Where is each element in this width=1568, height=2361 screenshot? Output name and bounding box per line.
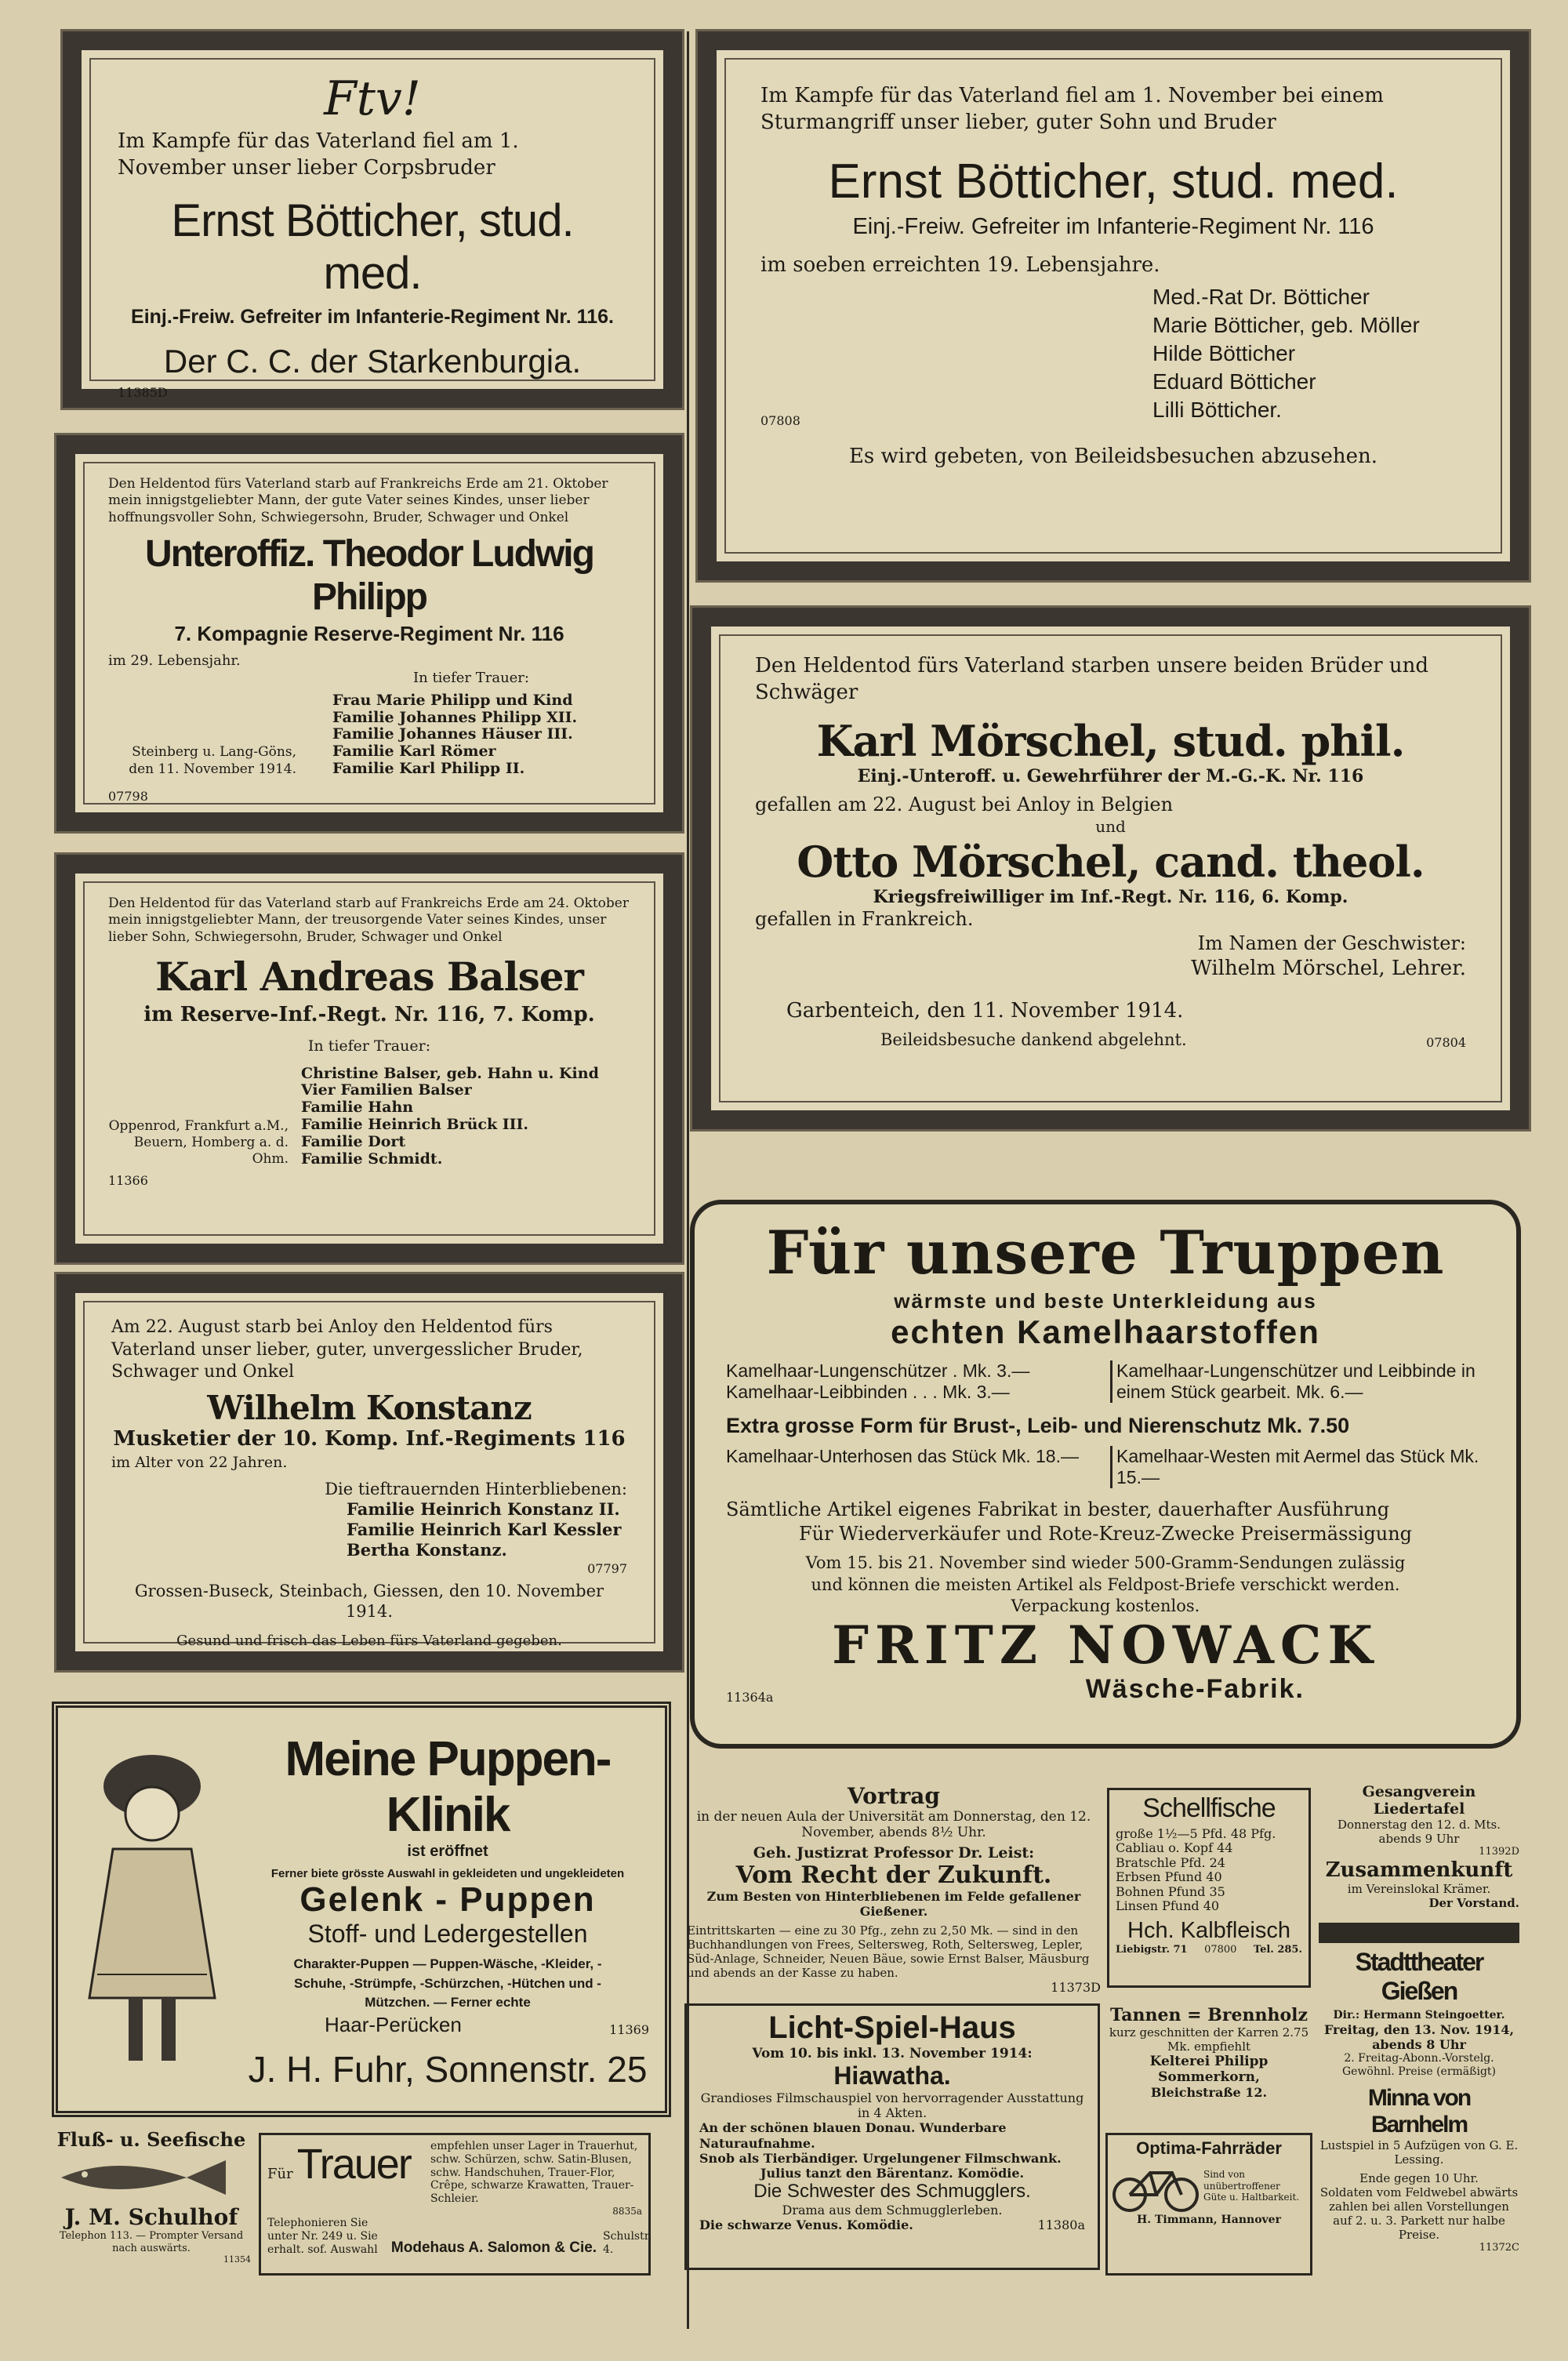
ad-title: Schellfische [1142,1793,1276,1823]
age-line: im 29. Lebensjahr. [108,652,241,669]
ad-code: 07798 [108,788,148,804]
ad-title: Tannen = Brennholz [1110,2005,1308,2025]
obituary-text: Den Heldentod fürs Vaterland starben unsere beiden Brüder und Schwäger [755,654,1429,704]
ad-seefische [49,2127,254,2276]
ad-code: 11373D [1051,1980,1101,1996]
fish-icon [53,2154,249,2201]
family-member: Familie Karl Philipp II. [332,760,525,778]
mourning-label: In tiefer Trauer: [307,1037,431,1055]
family-member: Marie Bötticher, geb. Möller [1152,313,1420,338]
price-col-left [726,1360,1112,1403]
footer-row [755,1030,1466,1050]
program-item: Snob als Tierbändiger. Urgelungener Filmschwank. [699,2150,1062,2166]
monogram: Ftv! [324,71,421,126]
firm-name: FRITZ NOWACK [832,1615,1379,1676]
family-member: Lilli Bötticher. [1152,397,1282,422]
ad-code: 11392D [1479,1846,1519,1858]
firm-name: Modehaus A. Salomon & Cie. [390,2239,597,2256]
offer-text: kurz geschnitten der Karren 2.75 Mk. empfiehlt [1109,2025,1309,2054]
note: 2. Freitag-Abonn.-Vorstelg. Gewöhnl. Preise (ermäßigt) [1341,2052,1497,2078]
tickets: Eintrittskarten — eine zu 30 Pfg., zehn zu 2,50 Mk. — sind in den Buchhandlungen von Frees, Seltersweg, Roth, Seltersweg, Lepler, Süd-Anlage, Schneider, Neuen Bäue, sowie Ernst Balser, Mäusburg und abends an der Kasse zu haben. [687,1923,1090,1981]
family-member: Familie Johannes Philipp XII. [332,708,578,726]
program-item: Die schwarze Venus. Komödie. [699,2218,913,2233]
ad-code: 07800 [1204,1944,1237,1956]
family-member: Familie Karl Römer [332,743,496,761]
obituary-text: Den Heldentod fürs Vaterland starb auf Frankreichs Erde am 21. Oktober mein innigstgeliebter Mann, der gute Vater seines Kindes, unser lieber hoffnungsvoller Sohn, Schwiegersohn, Bruder, Schwager und Onkel [108,476,608,525]
firm-name: Hch. Kalbfleisch [1127,1918,1290,1944]
rank-line: Einj.-Freiw. Gefreiter im Infanterie-Regiment Nr. 116. [131,305,614,328]
play-title: Minna von Barnhelm [1367,2084,1471,2138]
headline: Für unsere Truppen [766,1218,1445,1288]
firm-subtitle: Wäsche-Fabrik. [1085,1673,1305,1704]
obituary-text: Im Kampfe für das Vaterland fiel am 1. November unser lieber Corpsbruder [118,129,519,180]
and-word: und [1095,816,1126,836]
signer: Wilhelm Mörschel, Lehrer. [1191,957,1466,981]
telephone: Tel. 285. [1253,1944,1302,1956]
price-item: Kamelhaar-Unterhosen das Stück Mk. 18.— [726,1446,1112,1488]
ad-code: 11366 [108,1172,148,1188]
family-member: Bertha Konstanz. [347,1540,507,1560]
family-member: Familie Heinrich Brück III. [301,1116,529,1134]
fallen-line-2: gefallen in Frankreich. [755,907,974,930]
deceased-name: Ernst Bötticher, stud. med. [171,194,574,299]
ad-title: Licht-Spiel-Haus [768,2010,1016,2045]
family-list [332,692,630,778]
ad-code: 11372C [1479,2241,1519,2254]
discount-line: Für Wiederverkäufer und Rote-Kreuz-Zwecke Preisermässigung [798,1523,1413,1546]
ad-title: Vortrag [848,1783,940,1809]
ad-code: 07797 [587,1560,627,1576]
obituary-text: Den Heldentod für das Vaterland starb auf Frankreichs Erde am 24. Oktober mein innigstgeliebter Mann, der treusorgende Vater seines Kindes, unser lieber Sohn, Schwiegersohn, Bruder, Schwager und Onkel [108,895,629,945]
place-date: Grossen-Buseck, Steinbach, Giessen, den 10. November 1914. [134,1581,604,1621]
family-member: Hilde Bötticher [1152,341,1296,366]
ad-schellfische [1107,1788,1311,1988]
trauer-top [267,2140,642,2206]
film-title: Hiawatha. [833,2061,951,2090]
sub-item: Stoff- und Ledergestellen [307,1920,588,1948]
telephone: Telephonieren Sie unter Nr. 249 u. Sie erhalt. sof. Auswahl [267,2217,378,2256]
firm-row [726,1674,1485,1705]
ad-title: Fluß- u. Seefische [56,2128,246,2151]
obituary-text: Im Kampfe für das Vaterland fiel am 1. November bei einem Sturmangriff unser lieber, guter Sohn und Bruder [760,84,1384,134]
wigs-row [246,2013,649,2037]
deceased-name: Ernst Bötticher, stud. med. [828,154,1399,209]
address: Liebigstr. 71 [1116,1944,1188,1956]
ad-title: Gesangverein Liedertafel [1362,1783,1476,1818]
deceased-name-1: Karl Mörschel, stud. phil. [816,715,1405,766]
soldier-note: Soldaten vom Feldwebel abwärts zahlen bei allen Vorstellungen auf 2. u. 3. Parkett nur halbe Preise. [1319,2185,1519,2242]
price-row-2 [726,1446,1485,1488]
price-item: Kamelhaar-Lungenschützer . Mk. 3.— [726,1360,1030,1381]
obituary-ad-balser [56,855,682,1262]
unit-line: im Reserve-Inf.-Regt. Nr. 116, 7. Komp. [143,1002,595,1026]
ad-code: 8835a [612,2205,642,2217]
dates: Vom 10. bis inkl. 13. November 1914: [752,2046,1033,2061]
obituary-ad-moerschel [692,608,1529,1129]
price-item: Bohnen Pfund 35 [1116,1883,1225,1899]
ad-optima [1105,2133,1312,2276]
place: im Vereinslokal Krämer. [1347,1881,1491,1896]
trauer-title-block [267,2140,424,2188]
offer-text: Sind von unübertroffener Güte u. Haltbarkeit. [1203,2169,1300,2203]
subheadline-2: echten Kamelhaarstoffen [891,1313,1320,1350]
age-line: im soeben erreichten 19. Lebensjahre. [760,252,1160,277]
footer-note: Beileidsbesuche dankend abgelehnt. [880,1030,1187,1049]
optima-body [1112,2159,1305,2214]
family-member: Familie Schmidt. [301,1150,443,1168]
unit-line: Musketier der 10. Komp. Inf.-Regiments 116 [113,1426,626,1451]
deceased-name: Karl Andreas Balser [155,953,583,1000]
deceased-name-2: Otto Mörschel, cand. theol. [797,836,1425,887]
footer-note: Gesund und frisch das Leben fürs Vaterland gegeben. [176,1633,562,1650]
offer-text: empfehlen unser Lager in Trauerhut, schw. Schürzen, schw. Satin-Blusen, schw. Handschuhen, Trauer-Flor, Crêpe, schwarze Krawatten, Trauer-Schleier. [430,2140,638,2206]
signature: Der Vorstand. [1428,1895,1519,1910]
family-member: Familie Hahn [301,1099,414,1117]
signature: Der C. C. der Starkenburgia. [163,342,582,380]
address: Bleichstraße 12. [1150,2085,1268,2100]
footer-note: Es wird gebeten, von Beileidsbesuchen abzusehen. [848,444,1378,468]
contact-row [1116,1944,1302,1956]
doll-icon [82,1739,223,2084]
ad-liedertafel [1316,1782,1523,1915]
end-time: Ende gegen 10 Uhr. [1359,2170,1479,2185]
extra-price: Extra grosse Form für Brust-, Leib- und Nierenschutz Mk. 7.50 [726,1414,1350,1437]
family-member: Vier Familien Balser [301,1081,472,1099]
ornament-bar [1319,1923,1519,1943]
firm-name: J. M. Schulhof [64,2204,238,2230]
price-list [1116,1827,1302,1913]
ad-title: Optima-Fahrräder [1136,2138,1282,2158]
ad-stadttheater [1316,1921,1523,2270]
ad-brennholz [1105,2003,1312,2121]
family-member: Familie Dort [301,1132,406,1150]
ad-fritz-nowack [690,1200,1521,1749]
ad-code: 11354 [223,2254,251,2265]
price-item: Erbsen Pfund 40 [1116,1869,1222,1885]
family-list [301,1066,630,1168]
ad-puppen-klinik [52,1702,671,2117]
signature-block [108,1066,630,1168]
deceased-name: Wilhelm Konstanz [207,1388,532,1427]
ad-code: 11380a [1037,2218,1085,2233]
program-last-row [699,2218,1085,2232]
address: J. H. Fuhr, Sonnenstr. 25 [248,2048,648,2090]
doll-ad-text [246,1731,649,2090]
siblings-label: Im Namen der Geschwister: [1197,932,1466,954]
price-item: Bratschle Pfd. 24 [1116,1854,1225,1870]
place-date: Oppenrod, Frankfurt a.M., Beuern, Homberg a. d. Ohm. [108,1117,289,1168]
obituary-ad-family [698,31,1529,580]
rank-line-1: Einj.-Unteroff. u. Gewehrführer der M.-G.-K. Nr. 116 [857,765,1364,786]
family-member: Frau Marie Philipp und Kind [332,691,573,709]
ad-code: 07808 [760,412,800,428]
firm-name: H. Timmann, Hannover [1137,2214,1281,2226]
speaker: Geh. Justizrat Professor Dr. Leist: [753,1843,1035,1862]
title-prefix: Für [267,2166,293,2182]
obituary-text: Am 22. August starb bei Anloy den Heldentod fürs Vaterland unser lieber, guter, unvergesslicher Bruder, Schwager und Onkel [111,1317,583,1382]
price-item: Cabliau o. Kopf 44 [1116,1840,1233,1856]
purpose: Zum Besten von Hinterbliebenen im Felde gefallener Gießener. [706,1888,1081,1919]
fallen-line-1: gefallen am 22. August bei Anloy in Belgien [755,793,1174,815]
obituary-ad-konstanz [56,1274,682,1670]
ad-title: Meine Puppen-Klinik [285,1732,611,1842]
ad-trauer [259,2133,651,2276]
firm-name: Kelterei Philipp Sommerkorn, [1149,2054,1269,2085]
bicycle-icon [1112,2159,1199,2214]
place-date: Steinberg u. Lang-Göns, den 11. November 1914. [129,744,296,777]
main-item: Gelenk - Puppen [299,1880,596,1919]
family-member: Familie Heinrich Konstanz II. [347,1498,620,1519]
price-item: Kamelhaar-Lungenschützer und Leibbinde in einem Stück gearbeit. Mk. 6.— [1116,1360,1475,1402]
signature-block [108,692,630,778]
program-item: Drama aus dem Schmugglerleben. [782,2203,1003,2218]
obituary-ad-corps [63,31,682,408]
ad-vortrag [682,1780,1105,2007]
ad-code: 11369 [609,2021,649,2037]
ad-code: 11385D [118,384,168,400]
price-item: große 1½—5 Pfd. 48 Pfg. [1116,1826,1276,1841]
main-line: Zusammenkunft [1325,1858,1513,1882]
film-desc: Grandioses Filmschauspiel von hervorragender Ausstattung in 4 Akten. [700,2090,1084,2121]
wigs-item: Haar-Perücken [325,2012,462,2036]
date-line: in der neuen Aula der Universität am Donnerstag, den 12. November, abends 8½ Uhr. [696,1809,1091,1841]
items-list: Charakter-Puppen — Puppen-Wäsche, -Kleider, -Schuhe, -Strümpfe, -Schürzchen, -Hütchen und -Mützchen. — Ferner echte [293,1956,602,2010]
topic: Vom Recht der Zukunft. [735,1861,1052,1889]
mourning-label: In tiefer Trauer: [413,670,529,687]
family-member: Eduard Bötticher [1152,369,1316,394]
genre: Lustspiel in 5 Aufzügen von G. E. Lessing. [1319,2138,1519,2167]
telephone: Telephon 113. — Prompter Versand nach auswärts. [59,2230,244,2254]
price-item: Linsen Pfund 40 [1116,1898,1220,1913]
obituary-ad-philipp [56,435,682,831]
age-line: im Alter von 22 Jahren. [111,1453,288,1471]
ad-licht-spiel-haus [684,2003,1100,2270]
mourning-label: Die tieftrauernden Hinterbliebenen: [325,1479,627,1498]
unit-line: 7. Kompagnie Reserve-Regiment Nr. 116 [174,621,564,645]
subheadline: wärmste und beste Unterkleidung aus [894,1289,1317,1313]
program-item: An der schönen blauen Donau. Wunderbare Naturaufnahme. [699,2120,1007,2151]
director: Dir.: Hermann Steingoetter. [1333,2009,1505,2021]
ad-title: Stadttheater Gießen [1355,1948,1483,2005]
family-member: Familie Heinrich Karl Kessler [347,1520,622,1540]
family-member: Christine Balser, geb. Hahn u. Kind [301,1064,599,1082]
trauer-bottom [267,2217,652,2256]
deceased-name: Unteroffiz. Theodor Ludwig Philipp [145,532,593,618]
program-item: Julius tanzt den Bärentanz. Komödie. [760,2165,1025,2181]
date-line: Donnerstag den 12. d. Mts. abends 9 Uhr [1338,1818,1501,1846]
family-list [1152,283,1466,423]
place-date: Garbenteich, den 11. November 1914. [786,998,1184,1022]
rank-line: Einj.-Freiw. Gefreiter im Infanterie-Regiment Nr. 116 [852,213,1374,239]
family-member: Familie Johannes Häuser III. [332,725,573,743]
ad-title: Trauer [296,2141,411,2188]
price-item: Kamelhaar-Westen mit Aermel das Stück Mk. 15.— [1116,1446,1479,1487]
feature-line: Sämtliche Artikel eigenes Fabrikat in bester, dauerhafter Ausführung [726,1498,1390,1520]
address: Schulstr. 4. [602,2230,652,2256]
price-item: Kamelhaar-Leibbinden . . . Mk. 3.— [726,1382,1010,1402]
date: Freitag, den 13. Nov. 1914, abends 8 Uhr [1323,2021,1515,2052]
doll-illustration [82,1739,223,2084]
opened-line: ist eröffnet [407,1843,488,1860]
family-member: Med.-Rat Dr. Bötticher [1152,285,1370,310]
price-row-1 [726,1360,1485,1403]
shipping-note: Vom 15. bis 21. November sind wieder 500-Gramm-Sendungen zulässig und können die meisten Artikel als Feldpost-Briefe verschickt werden. Verpackung kostenlos. [805,1553,1406,1615]
family-list [347,1499,627,1561]
ad-code: 11364a [726,1689,774,1705]
program-item: Die Schwester des Schmugglers. [753,2181,1031,2203]
ad-code: 07804 [1426,1034,1466,1050]
rank-line-2: Kriegsfreiwilliger im Inf.-Regt. Nr. 116, 6. Komp. [873,886,1348,907]
offer-line: Ferner biete grösste Auswahl in gekleideten und ungekleideten [270,1867,625,1880]
